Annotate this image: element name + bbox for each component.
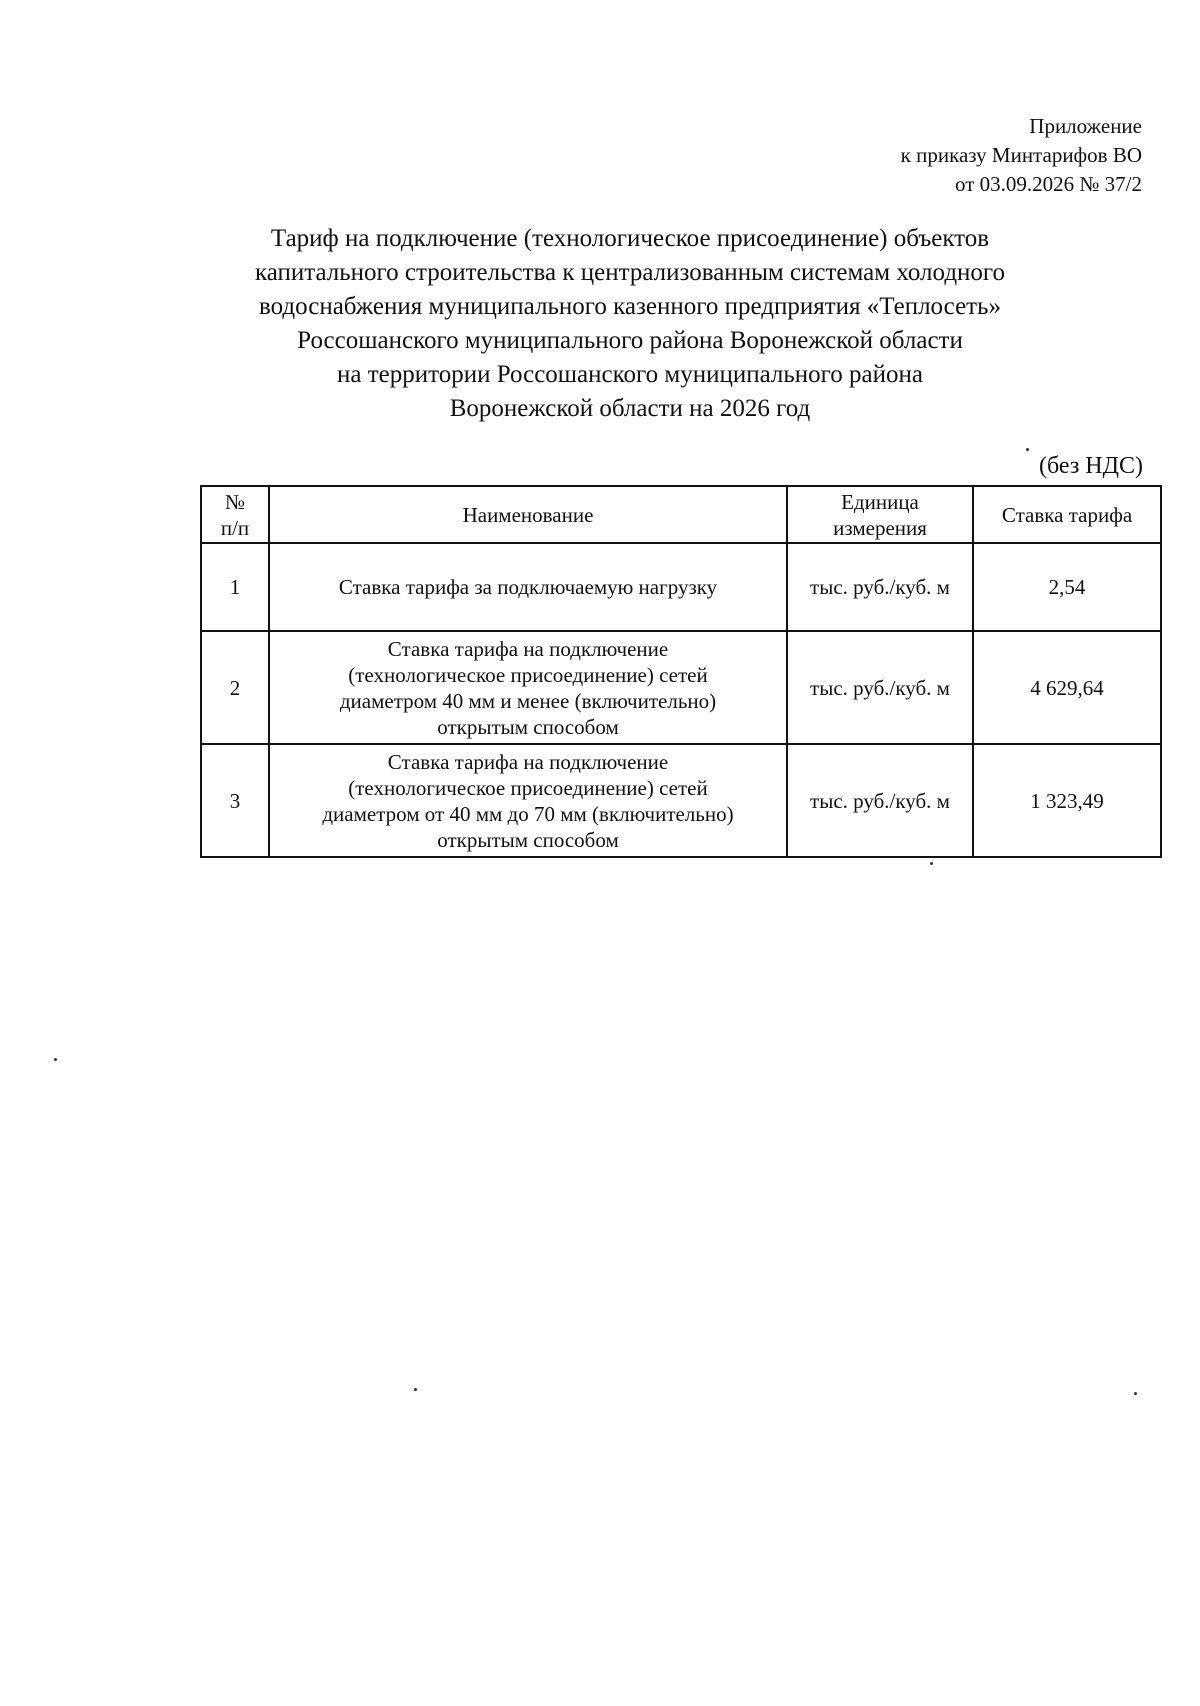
cell-name-line: диаметром от 40 мм до 70 мм (включительно) (322, 801, 734, 826)
header-unit-line: измерения (833, 515, 927, 540)
title-line: водоснабжения муниципального казенного предприятия «Теплосеть» (258, 293, 1001, 320)
table-row (201, 744, 1161, 857)
cell-rate: 2,54 (973, 543, 1161, 631)
header-unit-line: Единица (841, 489, 919, 514)
scan-speck (1026, 448, 1029, 451)
appendix-line: от 03.09.2026 № 37/2 (954, 172, 1142, 196)
cell-name-line: Ставка тарифа на подключение (387, 636, 669, 661)
table-row (201, 543, 1161, 631)
title-line: Тариф на подключение (технологическое присоединение) объектов (270, 225, 990, 252)
title-line: капитального строительства к централизованным системам холодного (254, 259, 1006, 286)
cell-name (269, 631, 787, 744)
cell-name-line: Ставка тарифа за подключаемую нагрузку (338, 575, 718, 599)
scan-speck (930, 862, 933, 865)
cell-name (269, 543, 787, 631)
title-line: на территории Россошанского муниципального района (336, 361, 924, 388)
cell-name-line: Ставка тарифа на подключение (387, 749, 669, 774)
title-line: Воронежской области на 2026 год (449, 395, 811, 422)
cell-number: 2 (201, 631, 269, 744)
cell-rate: 1 323,49 (973, 744, 1161, 857)
cell-unit: тыс. руб./куб. м (787, 543, 973, 631)
table-header-row (201, 486, 1161, 543)
appendix-line: к приказу Минтарифов ВО (900, 143, 1142, 167)
cell-name-line: (технологическое присоединение) сетей (348, 662, 708, 687)
cell-unit: тыс. руб./куб. м (787, 744, 973, 857)
cell-name-line: диаметром 40 мм и менее (включительно) (339, 688, 717, 713)
scan-speck (54, 1058, 57, 1061)
header-number (201, 486, 269, 543)
header-name: Наименование (269, 486, 787, 543)
scan-speck (1134, 1392, 1137, 1395)
header-number-line: п/п (220, 515, 250, 540)
cell-name-line: открытым способом (437, 827, 619, 852)
cell-number: 1 (201, 543, 269, 631)
scan-speck (414, 1388, 417, 1391)
cell-name-line: (технологическое присоединение) сетей (348, 775, 708, 800)
header-unit (787, 486, 973, 543)
tariff-table (200, 485, 1162, 858)
document-title (200, 222, 1060, 426)
cell-name-line: открытым способом (437, 714, 619, 739)
appendix-line: Приложение (1029, 114, 1142, 138)
cell-name (269, 744, 787, 857)
appendix-header (901, 112, 1142, 199)
title-line: Россошанского муниципального района Воронежской области (297, 327, 963, 354)
cell-unit: тыс. руб./куб. м (787, 631, 973, 744)
header-rate: Ставка тарифа (973, 486, 1161, 543)
header-number-line: № (224, 489, 246, 514)
cell-number: 3 (201, 744, 269, 857)
vat-note: (без НДС) (1038, 453, 1143, 479)
table-row (201, 631, 1161, 744)
cell-rate: 4 629,64 (973, 631, 1161, 744)
